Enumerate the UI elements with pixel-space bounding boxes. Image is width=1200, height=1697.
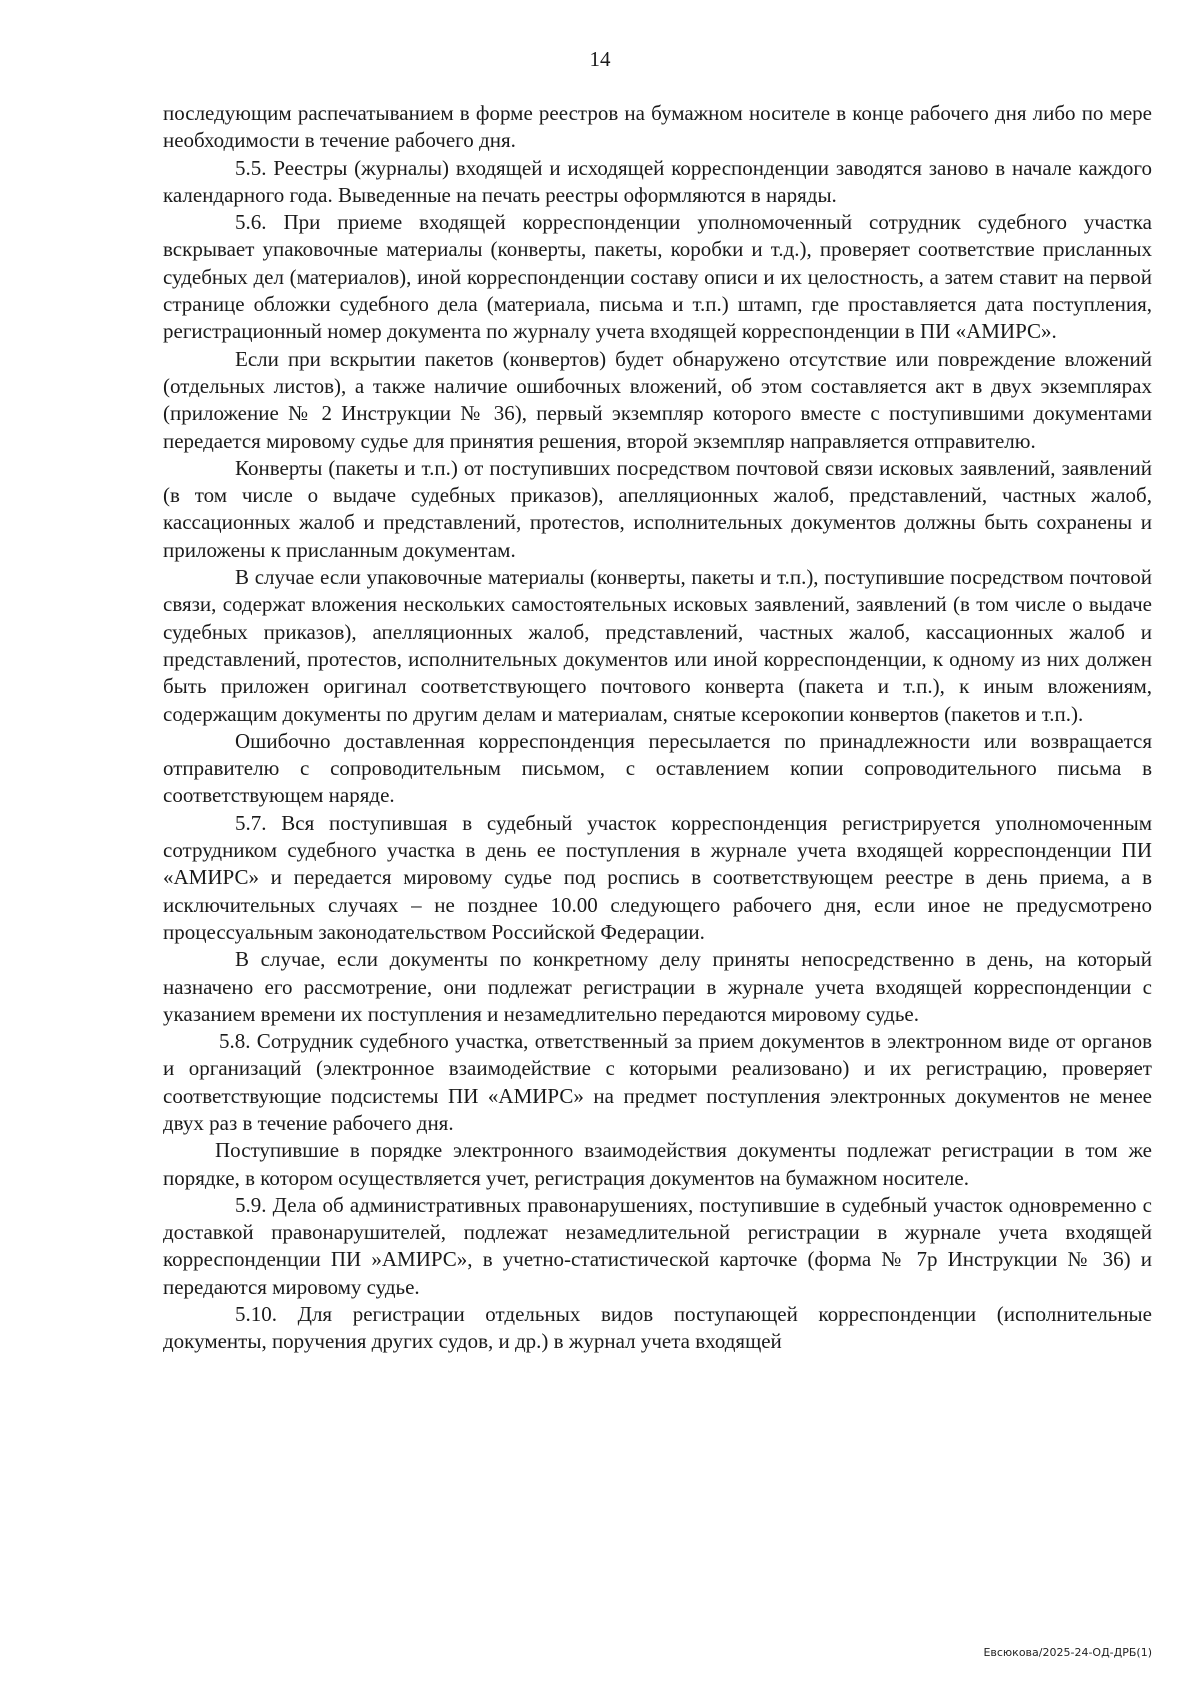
paragraph-5-9: 5.9. Дела об административных правонарушениях, поступившие в судебный участок одновременно с доставкой правонарушителей, подлежат незамедлительной регистрации в журнале учета входящей корреспонденции ПИ »АМИРС», в учетно-статистической карточке (форма № 7р Инструкции № 36) и передаются мировому судье. xyxy=(163,1192,1152,1299)
paragraph-5-5: 5.5. Реестры (журналы) входящей и исходящей корреспонденции заводятся заново в начале каждого календарного года. Выведенные на печать реестры оформляются в наряды. xyxy=(163,155,1152,207)
paragraph-continuation: последующим распечатыванием в форме реестров на бумажном носителе в конце рабочего дня либо по мере необходимости в течение рабочего дня. xyxy=(163,101,1152,153)
paragraph-5-8: 5.8. Сотрудник судебного участка, ответственный за прием документов в электронном виде от органов и организаций (электронное взаимодействие с которыми реализовано) и их регистрацию, проверяет соответствующие подсистемы ПИ «АМИРС» на предмет поступления электронных документов не менее двух раз в течение рабочего дня. xyxy=(163,1029,1152,1135)
page-number: 14 xyxy=(589,47,611,71)
document-body xyxy=(163,100,1152,1356)
paragraph-opening-damage: Если при вскрытии пакетов (конвертов) будет обнаружено отсутствие или повреждение вложений (отдельных листов), а также наличие ошибочных вложений, об этом составляется акт в двух экземплярах (приложение № 2 Инструкции № 36), первый экземпляр которого вместе с поступившими документами передается мировому судье для принятия решения, второй экземпляр направляется отправителю. xyxy=(163,346,1152,453)
paragraph-misdelivered: Ошибочно доставленная корреспонденция пересылается по принадлежности или возвращается отправителю с сопроводительным письмом, с оставлением копии сопроводительного письма в соответствующем наряде. xyxy=(163,728,1152,808)
paragraph-envelopes: Конверты (пакеты и т.п.) от поступивших посредством почтовой связи исковых заявлений, заявлений (в том числе о выдаче судебных приказов), апелляционных жалоб, представлений, частных жалоб, кассационных жалоб и представлений, протестов, исполнительных документов должны быть сохранены и приложены к присланным документам. xyxy=(163,455,1152,562)
paragraph-same-day: В случае, если документы по конкретному делу приняты непосредственно в день, на который назначено его рассмотрение, они подлежат регистрации в журнале учета входящей корреспонденции с указанием времени их поступления и незамедлительно передаются мировому судье. xyxy=(163,947,1152,1026)
paragraph-multiple-enclosures: В случае если упаковочные материалы (конверты, пакеты и т.п.), поступившие посредством почтовой связи, содержат вложения нескольких самостоятельных исковых заявлений, заявлений (в том числе о выдаче судебных приказов), апелляционных жалоб, представлений, частных жалоб, кассационных жалоб и представлений, протестов, исполнительных документов или иной корреспонденции, к одному из них должен быть приложен оригинал соответствующего почтового конверта (пакета и т.п.), к иным вложениям, содержащим документы по другим делам и материалам, снятые ксерокопии конвертов (пакетов и т.п.). xyxy=(163,565,1152,726)
footer-document-code: Евсюкова/2025-24-ОД-ДРБ(1) xyxy=(983,1646,1152,1659)
paragraph-electronic-docs: Поступившие в порядке электронного взаимодействия документы подлежат регистрации в том же порядке, в котором осуществляется учет, регистрация документов на бумажном носителе. xyxy=(163,1138,1152,1190)
paragraph-5-6: 5.6. При приеме входящей корреспонденции уполномоченный сотрудник судебного участка вскрывает упаковочные материалы (конверты, пакеты, коробки и т.д.), проверяет соответствие присланных судебных дел (материалов), иной корреспонденции составу описи и их целостность, а затем ставит на первой странице обложки судебного дела (материала, письма и т.п.) штамп, где проставляется дата поступления, регистрационный номер документа по журналу учета входящей корреспонденции в ПИ «АМИРС». xyxy=(163,210,1152,344)
paragraph-5-10: 5.10. Для регистрации отдельных видов поступающей корреспонденции (исполнительные документы, поручения других судов, и др.) в журнал учета входящей xyxy=(163,1302,1152,1354)
paragraph-5-7: 5.7. Вся поступившая в судебный участок корреспонденция регистрируется уполномоченным сотрудником судебного участка в день ее поступления в журнале учета входящей корреспонденции ПИ «АМИРС» и передается мировому судье под роспись в соответствующем реестре в день приема, а в исключительных случаях – не позднее 10.00 следующего рабочего дня, если иное не предусмотрено процессуальным законодательством Российской Федерации. xyxy=(163,810,1152,944)
